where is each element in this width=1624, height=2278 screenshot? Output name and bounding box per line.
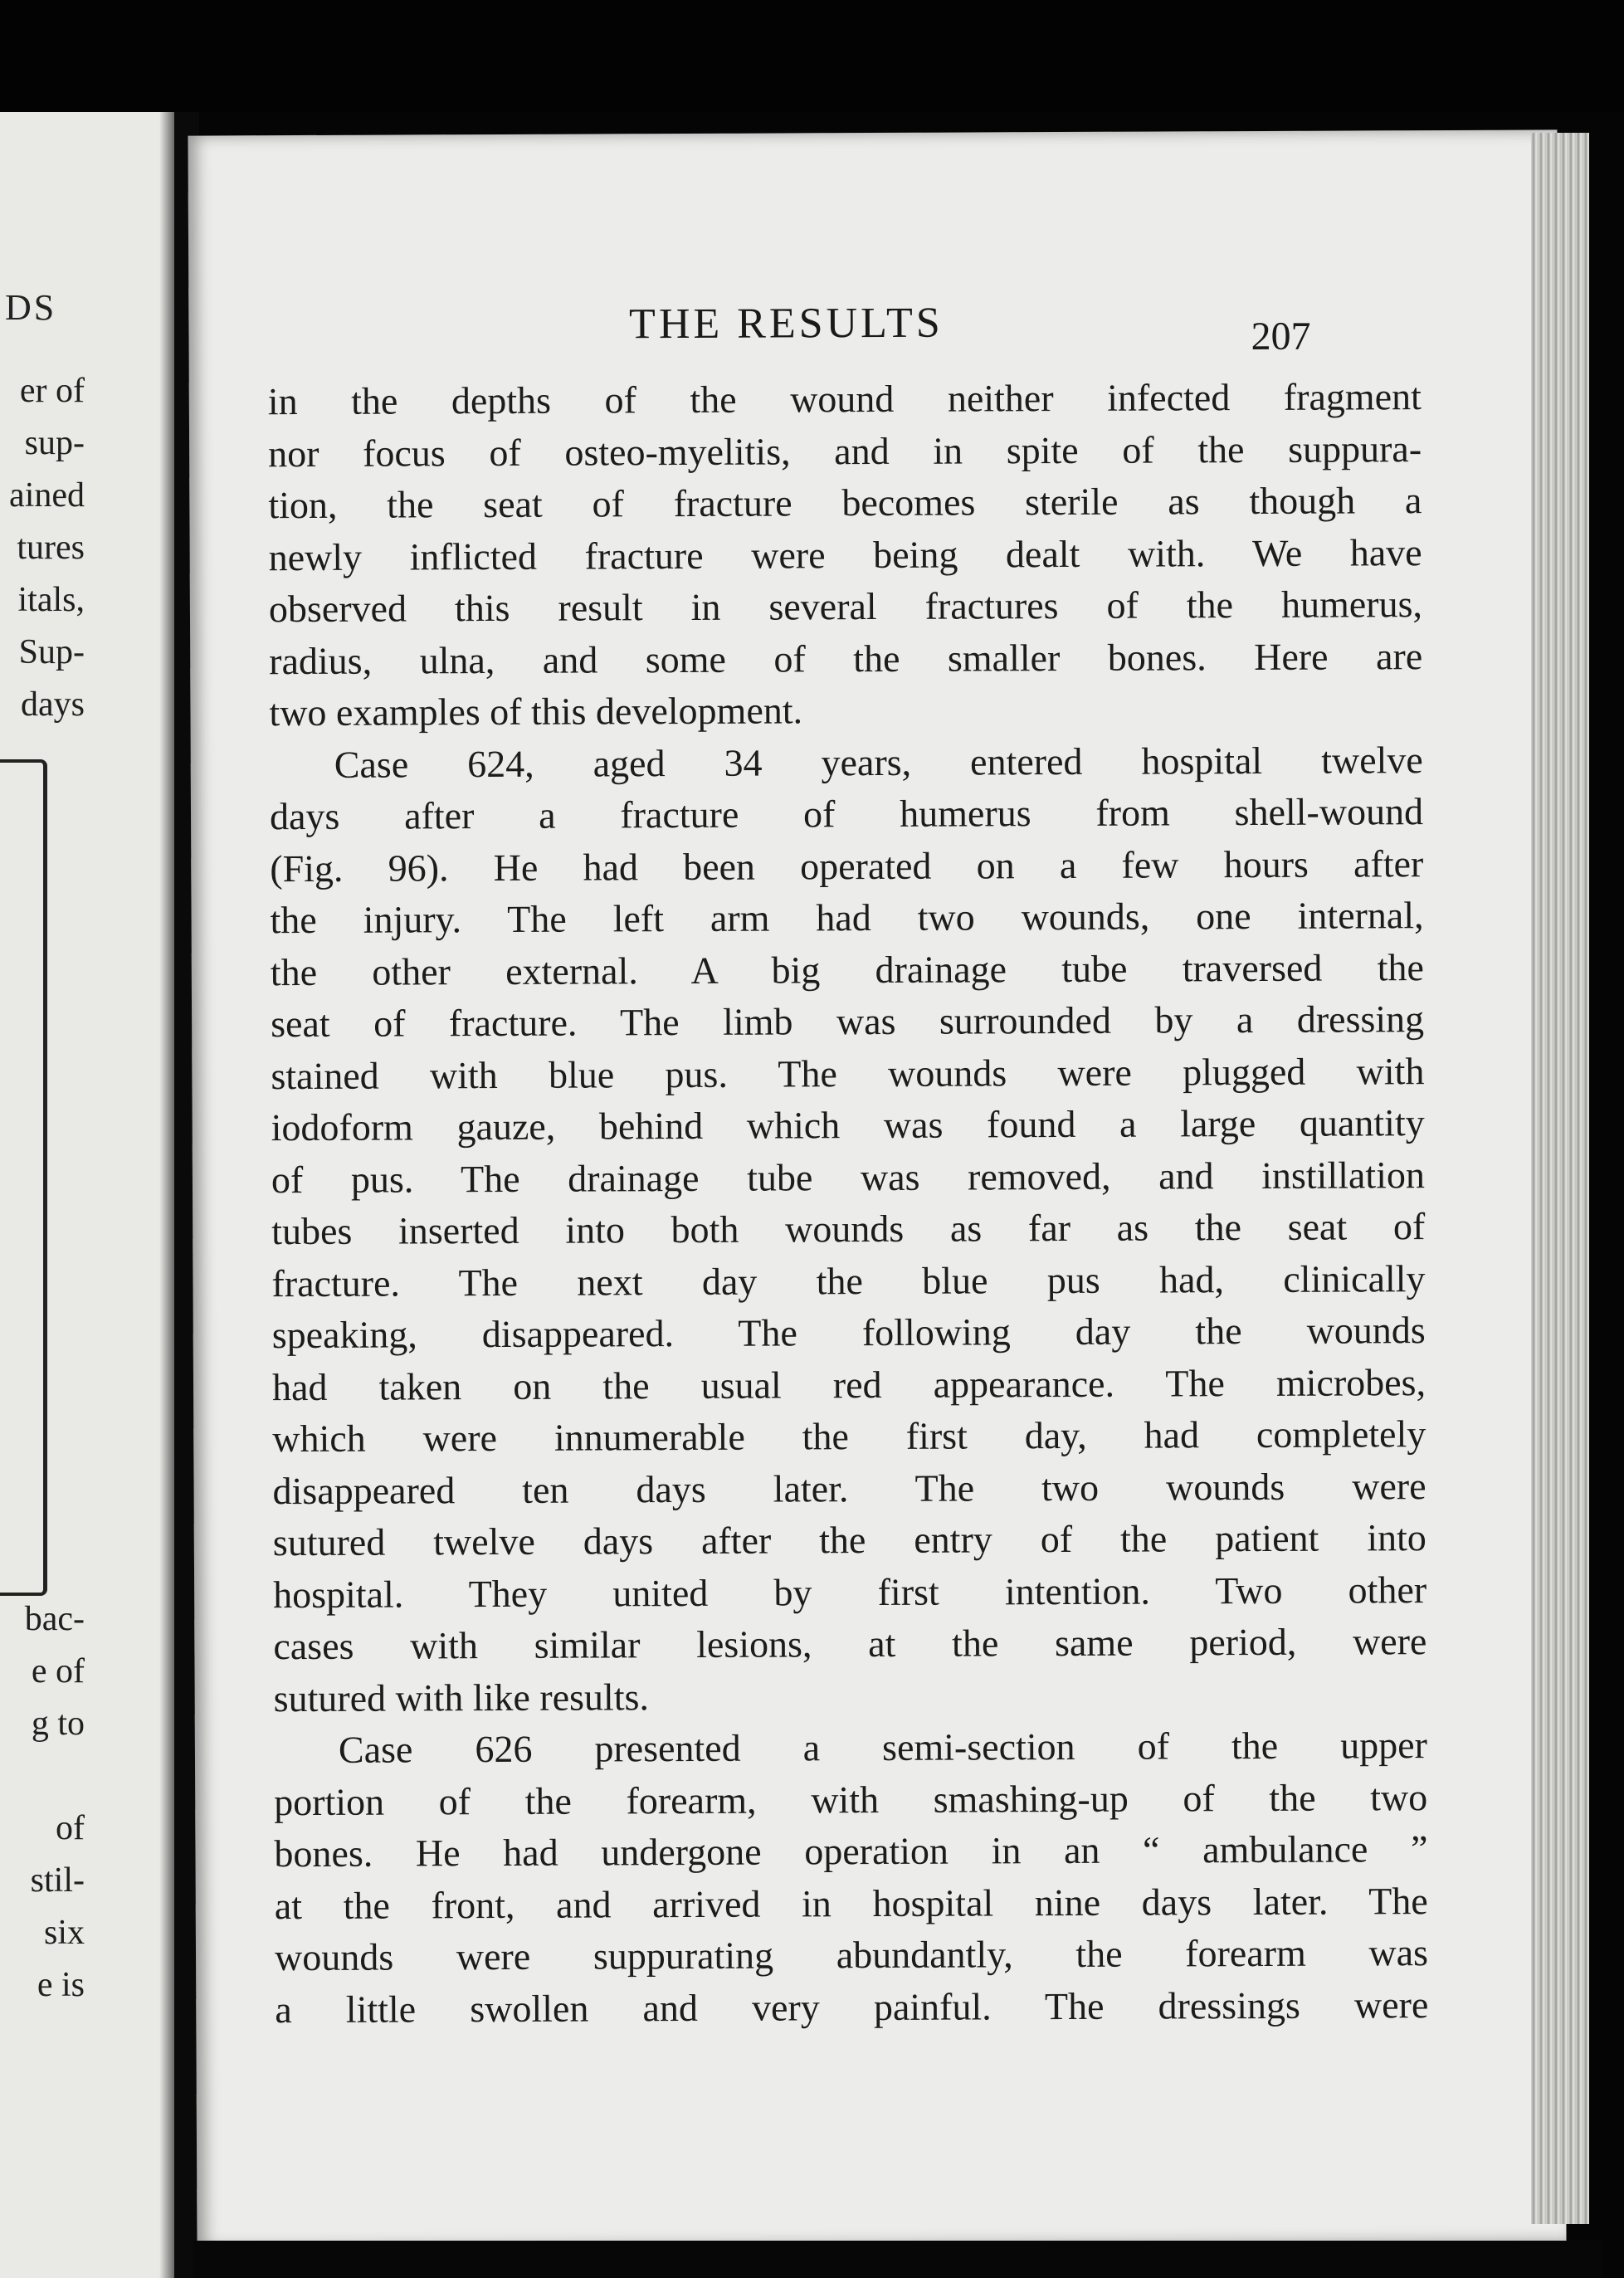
left-bottom-line: of [56,1809,85,1847]
left-bottom-line: bac- [24,1600,85,1638]
page-number: 207 [1251,314,1311,359]
text-line: fracture. The next day the blue pus had, clinically [271,1256,1426,1305]
left-bottom-line [25,1750,85,1802]
scan-background-top [0,0,1624,112]
text-line: hospital. They united by first intention. Two other [273,1568,1427,1616]
text-line: had taken on the usual red appearance. The microbes, [271,1360,1426,1408]
text-line: bones. He had undergone operation in an “ ambulance ” [274,1827,1428,1876]
text-line: nor focus of osteo-myelitis, and in spite of the suppura- [268,427,1422,475]
text-line: tion, the seat of fracture becomes sterile as though a [268,479,1422,527]
text-line: tubes inserted into both wounds as far as the seat of [271,1205,1426,1253]
text-line: stained with blue pus. The wounds were plugged with [271,1049,1425,1097]
paragraph [270,734,1427,1725]
text-line: a little swollen and very painful. The dressings were [275,1983,1429,2031]
left-top-line: sup- [24,424,85,462]
text-line: in the depths of the wound neither infected fragment [267,375,1422,423]
right-page [188,129,1566,2247]
left-top-line: tures [17,529,85,567]
page-edges-stack [1531,133,1589,2224]
paragraph [268,371,1423,739]
text-line: cases with similar lesions, at the same period, were [273,1620,1427,1668]
text-line: Case 624, aged 34 years, entered hospital twelve [334,738,1423,786]
left-top-line: ained [9,476,85,515]
text-line: sutured twelve days after the entry of the patient into [272,1516,1426,1564]
text-line: seat of fracture. The limb was surrounded by a dressing [271,998,1425,1046]
text-line: the other external. A big drainage tube traversed the [270,945,1424,993]
left-bottom-line: stil- [30,1861,85,1900]
text-line: speaking, disappeared. The following day the wounds [271,1309,1426,1357]
text-line: iodoform gauze, behind which was found a large quantity [271,1101,1425,1149]
left-bottom-line: g to [31,1705,85,1743]
text-line: Case 626 presented a semi-section of the upper [338,1724,1428,1771]
left-top-line: er of [19,372,85,410]
text-line: days after a fracture of humerus from shell-wound [269,790,1424,838]
page-header [188,295,1558,359]
text-line: (Fig. 96). He had been operated on a few hours after [270,841,1424,890]
left-page-running-head: DS [5,287,57,328]
text-line: at the front, and arrived in hospital nine days later. The [274,1879,1428,1927]
text-line: two examples of this development. [269,689,803,734]
left-bottom-line: e of [31,1652,85,1690]
left-bottom-line: six [43,1914,85,1952]
text-line: radius, ulna, and some of the smaller bones. Here are [269,634,1423,682]
text-line: portion of the forearm, with smashing-up of the two [274,1775,1428,1823]
text-line: disappeared ten days later. The two wounds were [272,1464,1426,1512]
left-page-text-bottom [25,1593,85,2012]
left-facing-page [0,112,174,2278]
text-line: of pus. The drainage tube was removed, and instillation [271,1153,1426,1201]
text-line: wounds were suppurating abundantly, the forearm was [274,1931,1429,1979]
text-line: newly inflicted fracture were being dealt with. We have [268,530,1422,578]
left-top-line: Sup- [18,633,85,671]
running-head: THE RESULTS [628,299,944,349]
text-line: which were innumerable the first day, had completely [272,1412,1426,1461]
left-top-line: itals, [17,581,85,619]
paragraph [274,1719,1429,2036]
text-line: sutured with like results. [273,1675,650,1719]
left-page-fold-shadow [159,112,174,2278]
scan-background-bottom [193,2241,1603,2278]
left-top-line: days [21,685,85,724]
text-line: the injury. The left arm had two wounds, one internal, [270,894,1424,942]
body-text [268,371,1429,2036]
left-page-text-top [9,365,85,731]
left-bottom-line: e is [37,1966,85,2004]
text-line: observed this result in several fractures of the humerus, [268,583,1423,631]
left-page-figure-border [0,759,47,1596]
